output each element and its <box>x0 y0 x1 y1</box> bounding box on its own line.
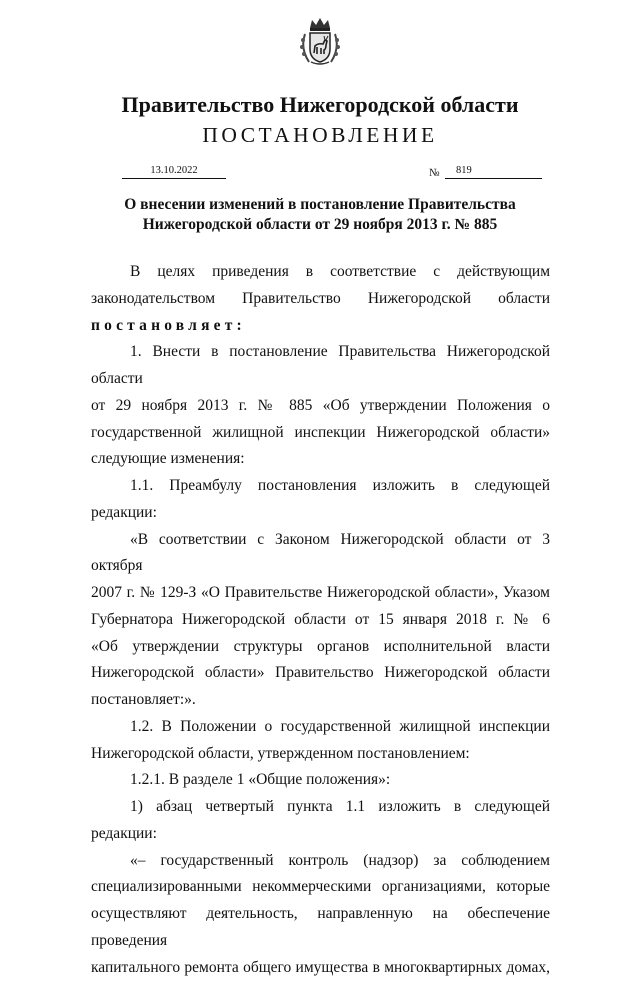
body-line: 1.2.1. В разделе 1 «Общие положения»: <box>91 767 550 794</box>
coat-of-arms-icon <box>299 16 341 66</box>
body-line: «Об утверждении структуры органов исполнительной власти <box>91 634 550 661</box>
body-line: 1.1. Преамбулу постановления изложить в следующей редакции: <box>91 473 550 527</box>
body-line: 1) абзац четвертый пункта 1.1 изложить в следующей редакции: <box>91 794 550 848</box>
document-body <box>91 259 550 981</box>
body-line: специализированными некоммерческими организациями, которые <box>91 874 550 901</box>
title-line: О внесении изменений в постановление Правительства <box>0 195 640 215</box>
organization-name: Правительство Нижегородской области <box>0 92 640 118</box>
body-line: законодательством Правительство Нижегородской области <box>91 286 550 313</box>
body-line: постановляет:». <box>91 687 550 714</box>
body-line: государственной жилищной инспекции Нижегородской области» <box>91 420 550 447</box>
body-line: 1. Внести в постановление Правительства Нижегородской области <box>91 339 550 393</box>
body-line: «– государственный контроль (надзор) за соблюдением <box>91 848 550 875</box>
body-line: Нижегородской области, утвержденном постановлением: <box>91 741 550 768</box>
body-line: 1.2. В Положении о государственной жилищной инспекции <box>91 714 550 741</box>
body-line: осуществляют деятельность, направленную на обеспечение проведения <box>91 901 550 955</box>
body-line: капитального ремонта общего имущества в многоквартирных домах, <box>91 955 550 981</box>
document-type: ПОСТАНОВЛЕНИЕ <box>0 122 640 148</box>
body-line: следующие изменения: <box>91 446 550 473</box>
document-title <box>0 195 640 234</box>
body-line: «В соответствии с Законом Нижегородской области от 3 октября <box>91 527 550 581</box>
decree-word-text: постановляет: <box>91 317 246 334</box>
document-number: 819 <box>445 165 542 179</box>
body-line: 2007 г. № 129-З «О Правительстве Нижегородской области», Указом <box>91 580 550 607</box>
body-line: Губернатора Нижегородской области от 15 января 2018 г. № 6 <box>91 607 550 634</box>
body-line: В целях приведения в соответствие с действующим <box>91 259 550 286</box>
decree-word <box>91 313 550 340</box>
title-line: Нижегородской области от 29 ноября 2013 г. № 885 <box>0 215 640 235</box>
body-line: от 29 ноября 2013 г. № 885 «Об утверждении Положения о <box>91 393 550 420</box>
document-date: 13.10.2022 <box>122 165 226 179</box>
number-label: № <box>429 167 440 179</box>
body-line: Нижегородской области» Правительство Нижегородской области <box>91 660 550 687</box>
